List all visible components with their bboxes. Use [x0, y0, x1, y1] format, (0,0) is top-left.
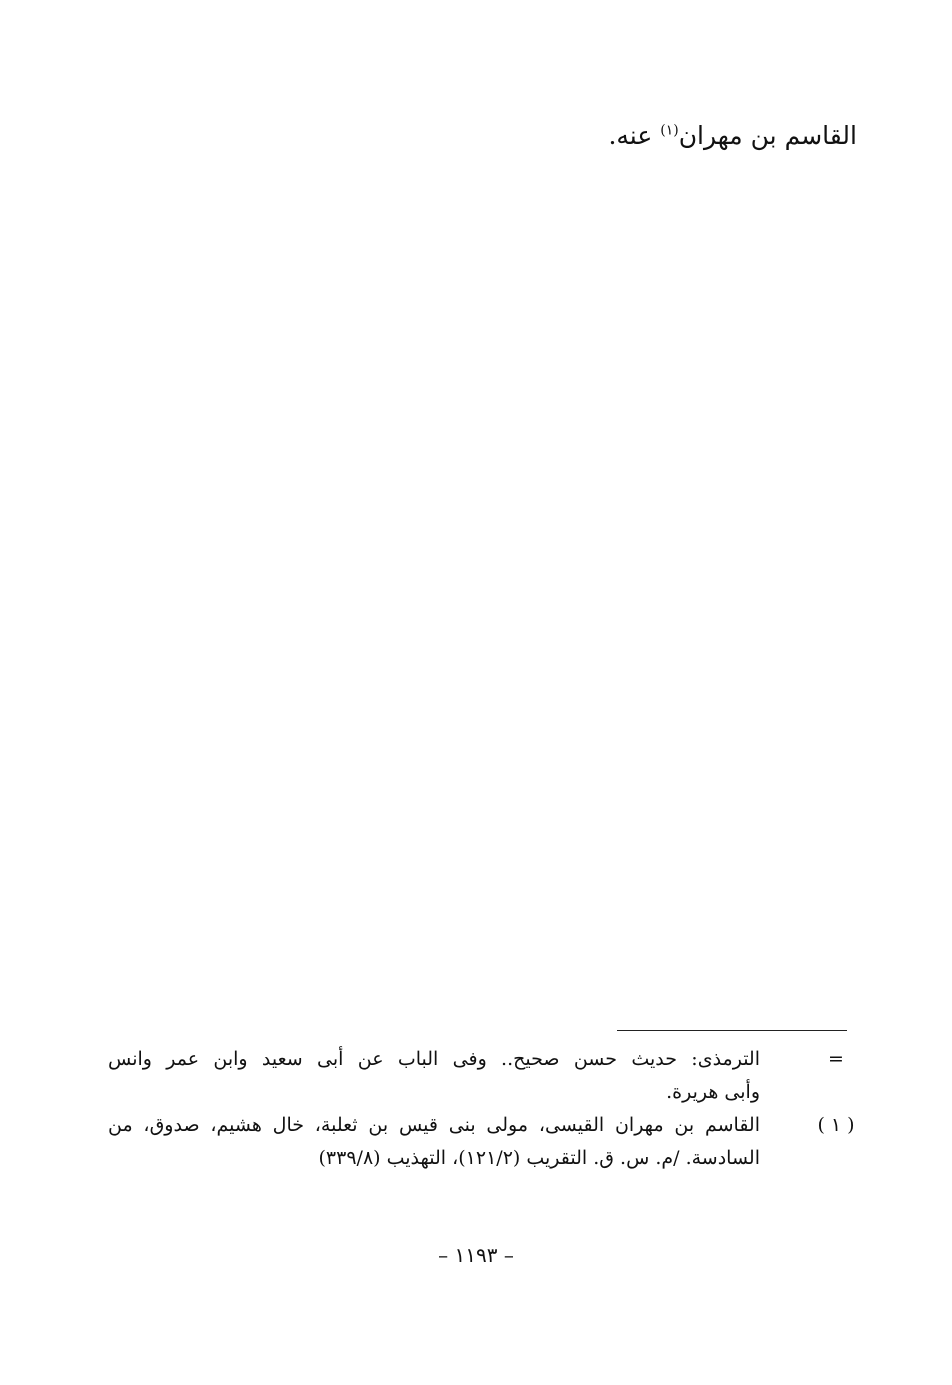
footnote-1	[108, 1109, 856, 1175]
footnote-separator	[617, 1030, 847, 1031]
footnote-marker: ( ١ )	[817, 1114, 855, 1136]
footnote-line: السادسة. /م. س. ق. التقريب (١٢١/٢)، التهذيب (٣٣٩/٨)	[318, 1147, 760, 1169]
main-text: القاسم بن مهران	[678, 121, 857, 150]
footnote-line: الترمذى: حديث حسن صحيح.. وفى الباب عن أبى سعيد وابن عمر وانس	[108, 1048, 760, 1070]
main-text-line	[608, 112, 857, 160]
footnote-continuation	[108, 1043, 856, 1109]
footnote-marker: =	[828, 1048, 844, 1070]
footnote-line: القاسم بن مهران القيسى، مولى بنى قيس بن ثعلبة، خال هشيم، صدوق، من	[108, 1114, 760, 1136]
page-number: – ١١٩٣ –	[438, 1243, 514, 1267]
main-text-end: عنه.	[608, 121, 661, 150]
footnote-line: وأبى هريرة.	[666, 1081, 760, 1103]
footnotes	[108, 1043, 856, 1175]
footnote-reference: (١)	[660, 122, 679, 139]
